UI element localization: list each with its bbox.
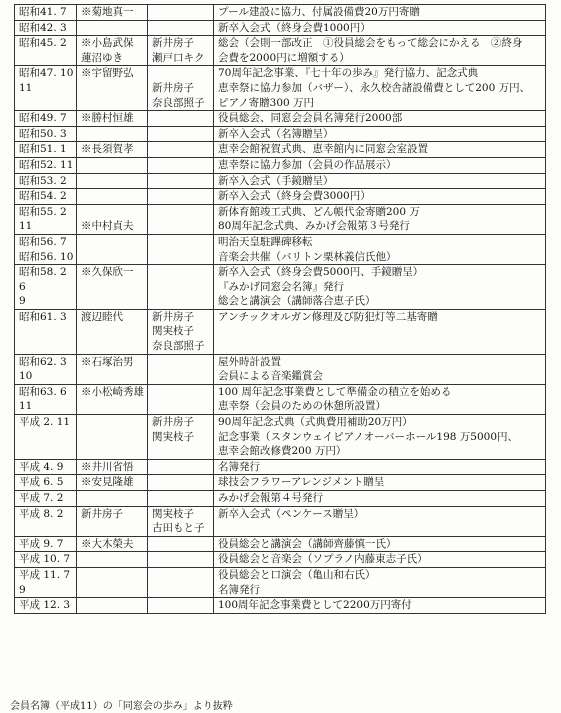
event-cell — [214, 598, 546, 614]
officer-text: 新井房子 — [152, 81, 194, 94]
president-text — [81, 552, 145, 567]
event-cell — [214, 567, 546, 597]
officer-cell — [148, 459, 214, 475]
event-cell — [214, 173, 546, 189]
officer-text — [152, 280, 211, 295]
date-cell — [15, 491, 77, 507]
date-text: 6 — [19, 280, 26, 293]
officer-text — [152, 66, 211, 81]
date-text: 昭和63. 6 — [19, 385, 67, 398]
date-text — [19, 444, 74, 459]
date-cell — [15, 5, 77, 21]
officer-cell — [148, 36, 214, 66]
event-cell — [214, 36, 546, 66]
table-row — [15, 126, 546, 142]
date-cell — [15, 415, 77, 460]
officer-cell — [148, 475, 214, 491]
event-text: 会員による音楽鑑賞会 — [218, 370, 323, 383]
date-text: 昭和58. 2 — [19, 266, 67, 279]
officer-text — [152, 265, 211, 280]
event-text: 恵幸会館祝賀式典、恵幸館内に同窓会室設置 — [218, 143, 428, 156]
president-cell — [77, 36, 148, 66]
event-text: みかげ会報第４号発行 — [218, 492, 323, 504]
president-cell — [77, 20, 148, 36]
president-text: 渡辺睦代 — [81, 310, 123, 323]
event-text: 総会（会則一部改正 ①役員総会をもって総会にかえる ②終身 — [218, 37, 523, 50]
source-footnote: 会員名簿（平成11）の「同窓会の歩み」より抜粋 — [10, 701, 233, 712]
president-cell — [77, 126, 148, 142]
event-cell — [214, 204, 546, 234]
history-table — [14, 4, 546, 614]
president-text — [81, 568, 145, 583]
date-text: 昭和53. 2 — [19, 174, 67, 187]
table-row — [15, 36, 546, 66]
president-cell — [77, 189, 148, 205]
date-text: 平成 10. 7 — [19, 553, 71, 566]
event-text: 総会と講演会（講師落合恵子氏） — [218, 295, 376, 308]
event-cell — [214, 126, 546, 142]
event-text: 名簿発行 — [218, 583, 260, 596]
officer-cell — [148, 384, 214, 414]
president-cell — [77, 234, 148, 264]
officer-text: 関実枝子 — [152, 430, 194, 443]
president-text — [81, 521, 145, 536]
event-text: 球技会フラワーアレンジメント贈呈 — [218, 476, 385, 489]
officer-text — [152, 111, 211, 126]
officer-text: 瀬戸口キク — [152, 51, 205, 64]
date-cell — [15, 36, 77, 66]
officer-text — [152, 219, 211, 234]
officer-cell — [148, 265, 214, 310]
officer-cell — [148, 234, 214, 264]
president-text: ※宇留野弘 — [81, 67, 134, 80]
date-cell — [15, 536, 77, 552]
event-cell — [214, 66, 546, 111]
event-cell — [214, 491, 546, 507]
date-text: 昭和49. 7 — [19, 112, 67, 125]
table-row — [15, 142, 546, 158]
event-text: 新卒入会式（手鏡贈呈） — [218, 174, 334, 187]
table-row — [15, 567, 546, 597]
officer-cell — [148, 567, 214, 597]
president-cell — [77, 459, 148, 475]
officer-text — [152, 294, 211, 309]
date-cell — [15, 598, 77, 614]
table-row — [15, 598, 546, 614]
event-text: 恵幸祭に協力参加（バザー）、永久校舎諸設備費として200 万円、 — [218, 81, 531, 94]
date-text: 昭和56. 7 — [19, 235, 67, 248]
date-text: 9 — [19, 583, 26, 596]
president-text — [81, 339, 145, 354]
president-text: ※小松崎秀雄 — [81, 385, 144, 398]
officer-text — [152, 444, 211, 459]
date-text: 昭和51. 1 — [19, 143, 67, 156]
president-text: ※井川省悟 — [81, 460, 134, 473]
officer-cell — [148, 354, 214, 384]
date-cell — [15, 567, 77, 597]
officer-cell — [148, 204, 214, 234]
date-text — [19, 521, 74, 536]
date-text: 昭和62. 3 — [19, 355, 67, 368]
event-text: 『みかげ同窓会名簿』発行 — [218, 280, 344, 293]
president-text: ※勝村恒雄 — [81, 112, 134, 125]
event-text: 記念事業（スタンウェイピアノオーバーホール198 万5000円、 — [218, 430, 518, 443]
officer-cell — [148, 598, 214, 614]
officer-cell — [148, 20, 214, 36]
president-cell — [77, 415, 148, 460]
event-text: 音楽会共催（バリトン栗林義信氏他） — [218, 250, 397, 263]
table-row — [15, 66, 546, 111]
date-text: 昭和56. 10 — [19, 250, 74, 263]
event-text: 恵幸祭（会員のための休憩所設置） — [218, 400, 386, 413]
event-text: 新卒入会式（終身会費3000円） — [218, 190, 371, 203]
president-text: 新井房子 — [81, 507, 123, 520]
officer-text — [152, 537, 211, 552]
date-text: 11 — [19, 81, 33, 94]
date-cell — [15, 66, 77, 111]
president-cell — [77, 354, 148, 384]
president-cell — [77, 265, 148, 310]
event-text: 70周年記念事業、『七十年の歩み』発行協力、記念式典 — [218, 67, 479, 80]
date-text: 10 — [19, 370, 33, 383]
officer-cell — [148, 189, 214, 205]
officer-text — [152, 205, 211, 220]
president-text: ※久保欣一 — [81, 266, 134, 279]
event-cell — [214, 20, 546, 36]
date-cell — [15, 204, 77, 234]
president-text — [81, 294, 145, 309]
event-text: 100周年記念事業費として2200万円寄付 — [218, 599, 412, 612]
date-cell — [15, 189, 77, 205]
event-text: ピアノ寄贈300 万円 — [218, 96, 315, 109]
date-text: 11 — [19, 220, 33, 233]
date-text: 9 — [19, 295, 26, 308]
event-text: 恵幸会館改修費200 万円） — [218, 445, 347, 458]
table-row — [15, 491, 546, 507]
president-cell — [77, 66, 148, 111]
event-cell — [214, 265, 546, 310]
date-cell — [15, 309, 77, 354]
date-text: 平成 2. 11 — [19, 416, 71, 429]
date-cell — [15, 111, 77, 127]
president-text — [81, 324, 145, 339]
date-text — [19, 339, 74, 354]
event-text: 役員総会と講演会（講師齊藤慎一氏） — [218, 537, 397, 550]
date-text — [19, 51, 74, 66]
event-text: 屋外時計設置 — [218, 355, 281, 368]
president-cell — [77, 598, 148, 614]
president-text — [81, 127, 145, 142]
event-text: 役員総会と音楽会（ソプラノ内藤東志子氏） — [218, 553, 428, 566]
officer-text: 関実枝子 — [152, 325, 194, 338]
event-text — [218, 324, 543, 339]
date-cell — [15, 384, 77, 414]
table-row — [15, 234, 546, 264]
table-row — [15, 157, 546, 173]
date-text: 昭和50. 3 — [19, 127, 67, 140]
officer-cell — [148, 5, 214, 21]
president-text: ※長須賀孝 — [81, 143, 134, 156]
president-cell — [77, 142, 148, 158]
president-cell — [77, 506, 148, 536]
president-text — [81, 158, 145, 173]
event-cell — [214, 309, 546, 354]
officer-text — [152, 21, 211, 36]
president-text — [81, 415, 145, 430]
officer-text — [152, 355, 211, 370]
president-cell — [77, 204, 148, 234]
president-cell — [77, 384, 148, 414]
date-cell — [15, 234, 77, 264]
officer-cell — [148, 66, 214, 111]
date-cell — [15, 459, 77, 475]
officer-text — [152, 250, 211, 265]
event-text: 新卒入会式（ペンケース贈呈） — [218, 507, 365, 520]
date-text: 昭和52. 11 — [19, 158, 74, 171]
president-text — [81, 444, 145, 459]
officer-text — [152, 475, 211, 490]
president-text — [81, 235, 145, 250]
event-text: プール建設に協力、付属設備費20万円寄贈 — [218, 6, 420, 18]
event-text: 役員総会と口演会（亀山和右氏） — [218, 568, 376, 581]
officer-cell — [148, 536, 214, 552]
date-text — [19, 430, 74, 445]
president-text — [81, 491, 145, 506]
officer-text — [152, 127, 211, 142]
officer-text: 新井房子 — [152, 37, 194, 50]
officer-text — [152, 598, 211, 613]
officer-text: 新井房子 — [152, 416, 194, 429]
event-cell — [214, 384, 546, 414]
event-cell — [214, 475, 546, 491]
event-text: 役員総会、同窓会会員名簿発行2000部 — [218, 112, 403, 125]
date-text: 昭和45. 2 — [19, 37, 67, 50]
date-cell — [15, 142, 77, 158]
officer-cell — [148, 309, 214, 354]
officer-cell — [148, 552, 214, 568]
date-text: 昭和54. 2 — [19, 190, 67, 203]
date-text: 平成 8. 2 — [19, 507, 64, 520]
officer-text — [152, 583, 211, 598]
officer-text — [152, 552, 211, 567]
date-cell — [15, 126, 77, 142]
date-cell — [15, 552, 77, 568]
history-table-body — [15, 5, 546, 614]
officer-text: 関実枝子 — [152, 507, 194, 520]
date-cell — [15, 157, 77, 173]
date-text: 平成 11. 7 — [19, 568, 71, 581]
table-row — [15, 475, 546, 491]
president-text: ※中村貞夫 — [81, 220, 134, 233]
president-cell — [77, 157, 148, 173]
officer-text — [152, 189, 211, 204]
event-cell — [214, 536, 546, 552]
event-text — [218, 521, 543, 536]
event-text: 100 周年記念事業費として準備金の積立を始める — [218, 385, 452, 398]
officer-text — [152, 385, 211, 400]
event-cell — [214, 506, 546, 536]
event-text: 80周年記念式典、みかげ会報第３号発行 — [218, 220, 410, 233]
president-text: 蓮沼ゆき — [81, 51, 123, 64]
table-row — [15, 5, 546, 21]
table-row — [15, 459, 546, 475]
officer-cell — [148, 111, 214, 127]
officer-text: 奈良部照子 — [152, 340, 205, 353]
officer-text: 新井房子 — [152, 310, 194, 323]
president-cell — [77, 5, 148, 21]
president-cell — [77, 173, 148, 189]
president-cell — [77, 111, 148, 127]
president-cell — [77, 567, 148, 597]
date-text: 昭和42. 3 — [19, 21, 67, 34]
table-row — [15, 536, 546, 552]
date-text: 平成 7. 2 — [19, 492, 64, 504]
president-text — [81, 81, 145, 96]
officer-cell — [148, 491, 214, 507]
date-cell — [15, 173, 77, 189]
date-text: 昭和47. 10 — [19, 67, 74, 80]
date-text: 平成 12. 3 — [19, 599, 71, 612]
event-text: 名簿発行 — [218, 460, 260, 473]
officer-text — [152, 460, 211, 475]
event-cell — [214, 354, 546, 384]
officer-text — [152, 235, 211, 250]
event-text: 明治天皇駐蹕碑移転 — [218, 235, 313, 248]
event-cell — [214, 234, 546, 264]
table-row — [15, 189, 546, 205]
table-row — [15, 111, 546, 127]
officer-text — [152, 568, 211, 583]
event-cell — [214, 459, 546, 475]
president-text — [81, 21, 145, 36]
event-text: 新卒入会式（終身会費1000円） — [218, 21, 371, 34]
event-cell — [214, 142, 546, 158]
officer-text — [152, 5, 211, 20]
event-text — [218, 339, 543, 354]
president-text — [81, 189, 145, 204]
date-cell — [15, 20, 77, 36]
officer-text — [152, 174, 211, 189]
president-text — [81, 430, 145, 445]
table-row — [15, 265, 546, 310]
date-text: 平成 6. 5 — [19, 476, 64, 489]
event-cell — [214, 552, 546, 568]
president-text: ※安見隆雄 — [81, 476, 134, 489]
table-row — [15, 173, 546, 189]
officer-cell — [148, 157, 214, 173]
table-row — [15, 204, 546, 234]
officer-cell — [148, 142, 214, 158]
president-text — [81, 280, 145, 295]
president-text — [81, 598, 145, 613]
event-cell — [214, 415, 546, 460]
table-row — [15, 552, 546, 568]
date-text: 11 — [19, 400, 33, 413]
officer-text — [152, 491, 211, 506]
table-row — [15, 506, 546, 536]
president-cell — [77, 491, 148, 507]
officer-text — [152, 158, 211, 173]
date-text: 昭和41. 7 — [19, 6, 67, 18]
date-cell — [15, 475, 77, 491]
president-text: ※石塚治男 — [81, 355, 134, 368]
event-text: 恵幸祭に協力参加（会員の作品展示） — [218, 158, 397, 171]
table-row — [15, 415, 546, 460]
event-cell — [214, 5, 546, 21]
date-cell — [15, 506, 77, 536]
event-text: 新体育館竣工式典、どん帳代金寄贈200 万 — [218, 205, 420, 218]
officer-cell — [148, 173, 214, 189]
event-text: アンチックオルガン修理及び防犯灯等二基寄贈 — [218, 310, 438, 323]
date-text — [19, 324, 74, 339]
date-text — [19, 96, 74, 111]
date-text: 平成 4. 9 — [19, 460, 64, 473]
officer-text: 奈良部照子 — [152, 96, 205, 109]
table-row — [15, 309, 546, 354]
event-text: 新卒入会式（終身会費5000円、手鏡贈呈） — [218, 266, 424, 279]
event-cell — [214, 189, 546, 205]
officer-text — [152, 369, 211, 384]
event-cell — [214, 157, 546, 173]
officer-text — [152, 142, 211, 157]
president-cell — [77, 552, 148, 568]
president-cell — [77, 536, 148, 552]
president-text: ※菊地真一 — [81, 6, 134, 18]
date-text: 昭和61. 3 — [19, 310, 67, 323]
date-text: 平成 9. 7 — [19, 537, 64, 550]
event-text: 会費を2000円に増額する） — [218, 51, 350, 64]
officer-cell — [148, 126, 214, 142]
president-text: ※大木榮夫 — [81, 537, 134, 550]
event-text: 90周年記念式典（式典費用補助20万円） — [218, 416, 413, 429]
officer-cell — [148, 415, 214, 460]
date-text: 昭和55. 2 — [19, 205, 67, 218]
table-row — [15, 354, 546, 384]
event-cell — [214, 111, 546, 127]
table-row — [15, 20, 546, 36]
officer-text — [152, 399, 211, 414]
date-cell — [15, 354, 77, 384]
president-text: ※小島武保 — [81, 37, 134, 50]
president-text — [81, 369, 145, 384]
president-text — [81, 96, 145, 111]
event-text: 新卒入会式（名簿贈呈） — [218, 127, 334, 140]
officer-cell — [148, 506, 214, 536]
president-text — [81, 399, 145, 414]
president-text — [81, 174, 145, 189]
officer-text: 古田もと子 — [152, 522, 205, 535]
president-text — [81, 205, 145, 220]
date-cell — [15, 265, 77, 310]
president-cell — [77, 475, 148, 491]
president-text — [81, 583, 145, 598]
president-cell — [77, 309, 148, 354]
table-row — [15, 384, 546, 414]
president-text — [81, 250, 145, 265]
